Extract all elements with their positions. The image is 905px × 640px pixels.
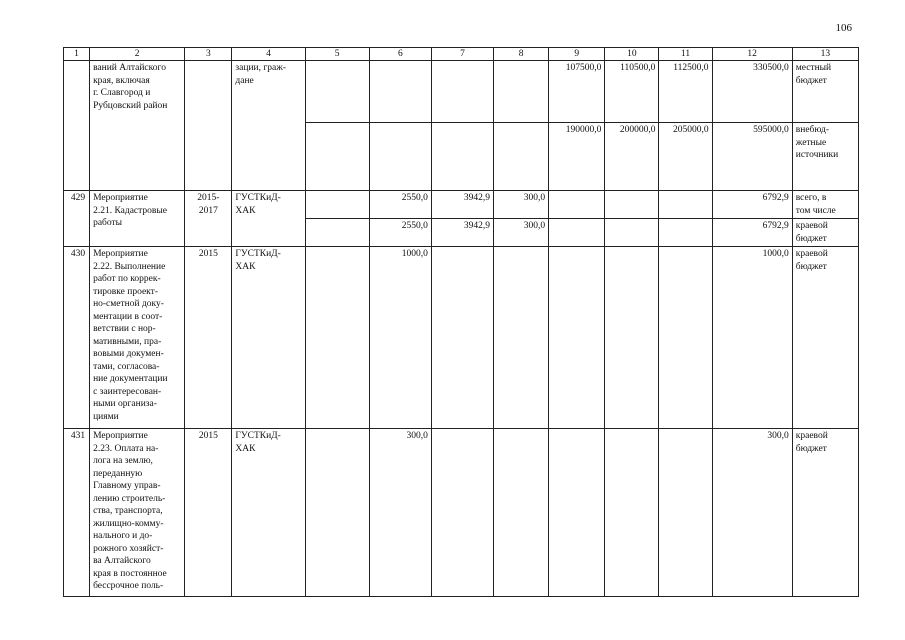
column-number-row: [64, 48, 859, 61]
funding-source: всего, в том числе: [792, 191, 858, 219]
event-name: ваний Алтайского края, включая г. Славгород и Рубцовский район: [90, 61, 185, 191]
column-number: 7: [431, 48, 493, 61]
page-number: 106: [835, 22, 852, 34]
cell-value: 2550,0: [369, 219, 431, 247]
funding-source: внебюд- жетные источники: [792, 123, 858, 191]
table-row: [64, 61, 859, 123]
cell-value: 1000,0: [712, 247, 792, 429]
funding-source: краевой бюджет: [792, 247, 858, 429]
cell-value: 6792,9: [712, 219, 792, 247]
column-number: 8: [494, 48, 549, 61]
column-number: 10: [605, 48, 659, 61]
row-number: 430: [64, 247, 90, 429]
cell-value: 107500,0: [549, 61, 605, 123]
cell-value: 300,0: [494, 191, 549, 219]
table-row: [64, 247, 859, 429]
funding-source: местный бюджет: [792, 61, 858, 123]
executor: ГУСТКиД- ХАК: [232, 429, 305, 597]
cell-value: 330500,0: [712, 61, 792, 123]
row-number: 429: [64, 191, 90, 247]
cell-value: 2550,0: [369, 191, 431, 219]
executor: зации, граж- дане: [232, 61, 305, 191]
cell-value: 300,0: [369, 429, 431, 597]
cell-value: 200000,0: [605, 123, 659, 191]
column-number: 5: [305, 48, 369, 61]
cell-value: 112500,0: [659, 61, 712, 123]
column-number: 3: [185, 48, 232, 61]
event-name: Мероприятие 2.21. Кадастровые работы: [90, 191, 185, 247]
years: 2015: [185, 247, 232, 429]
executor: ГУСТКиД- ХАК: [232, 191, 305, 247]
event-name: Мероприятие 2.23. Оплата на- лога на землю, переданную Главному управ- лению строитель- ства, транспорта, жилищно-комму- нального и до- рожного хозяйст- ва Алтайского края в постоянное бессрочное поль-: [90, 429, 185, 597]
cell-value: 300,0: [494, 219, 549, 247]
cell-value: 3942,9: [431, 219, 493, 247]
column-number: 9: [549, 48, 605, 61]
cell-value: 190000,0: [549, 123, 605, 191]
years: 2015: [185, 429, 232, 597]
budget-table: [63, 47, 859, 597]
cell-value: 205000,0: [659, 123, 712, 191]
column-number: 1: [64, 48, 90, 61]
column-number: 6: [369, 48, 431, 61]
cell-value: 6792,9: [712, 191, 792, 219]
column-number: 13: [792, 48, 858, 61]
cell-value: 300,0: [712, 429, 792, 597]
funding-source: краевой бюджет: [792, 429, 858, 597]
row-number: 431: [64, 429, 90, 597]
column-number: 12: [712, 48, 792, 61]
cell-value: 595000,0: [712, 123, 792, 191]
executor: ГУСТКиД- ХАК: [232, 247, 305, 429]
cell-value: 110500,0: [605, 61, 659, 123]
column-number: 11: [659, 48, 712, 61]
cell-value: 1000,0: [369, 247, 431, 429]
column-number: 4: [232, 48, 305, 61]
event-name: Мероприятие 2.22. Выполнение работ по коррек- тировке проект- но-сметной доку- ментации в соот- ветствии с нор- мативными, пра- вовыми докумен- тами, согласова- ние документации с заинтересован- ными организа- циями: [90, 247, 185, 429]
table-row: [64, 429, 859, 597]
cell-value: 3942,9: [431, 191, 493, 219]
table-row: [64, 191, 859, 219]
column-number: 2: [90, 48, 185, 61]
years: 2015- 2017: [185, 191, 232, 247]
funding-source: краевой бюджет: [792, 219, 858, 247]
